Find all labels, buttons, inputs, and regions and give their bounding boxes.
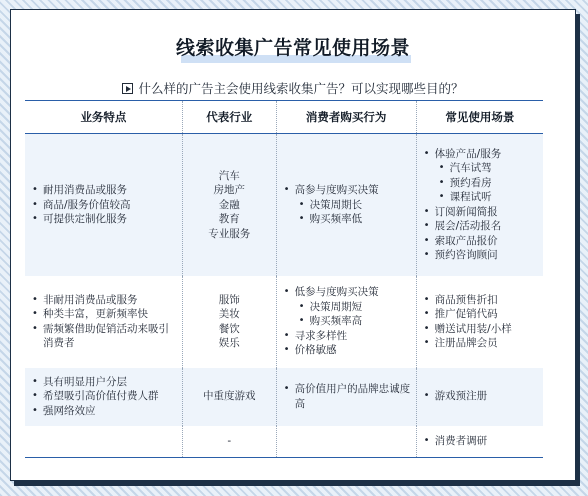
industry-item: 餐饮 — [218, 322, 240, 335]
sub-list-item: • 购买频率低 — [310, 212, 412, 227]
cell-features — [25, 276, 182, 368]
list-item: • 需频繁借助促销活动来吸引消费者 — [43, 322, 178, 351]
features-list — [29, 183, 178, 227]
list-item — [435, 293, 539, 308]
cell-industries — [182, 276, 276, 368]
list-item — [295, 343, 412, 358]
list-item — [435, 205, 539, 220]
question-line — [11, 79, 575, 97]
table-row — [25, 426, 543, 458]
list-item-text: 商品预售折扣 — [434, 293, 498, 306]
header-behavior: 消费者购买行为 — [276, 101, 416, 134]
sub-list-item: • 决策周期短 — [310, 300, 412, 315]
scenarios-list — [421, 434, 539, 449]
list-item-text: 索取产品报价 — [434, 234, 498, 247]
cell-features — [25, 368, 182, 426]
behavior-list — [281, 382, 412, 411]
list-item-text: 消费者调研 — [434, 435, 488, 447]
features-list — [29, 375, 178, 419]
list-item — [435, 234, 539, 249]
cell-behavior — [276, 426, 416, 458]
list-item: • 希望吸引高价值付费人群 — [43, 389, 178, 404]
cell-scenarios — [416, 134, 543, 276]
table-row — [25, 134, 543, 276]
industry-item: 中重度游戏 — [203, 390, 256, 403]
cell-features — [25, 426, 182, 458]
list-item-text: 价格敏感 — [294, 344, 337, 357]
industry-item: - — [227, 435, 232, 447]
industry-item: 专业服务 — [208, 227, 251, 240]
list-item-text: 高价值用户的品牌忠诚度高 — [294, 383, 411, 410]
list-item — [435, 389, 539, 404]
features-list — [29, 293, 178, 351]
list-item — [435, 322, 539, 337]
cell-features — [25, 134, 182, 276]
cell-scenarios — [416, 368, 543, 426]
list-item — [295, 285, 412, 329]
list-item-text: 游戏预注册 — [434, 390, 488, 403]
list-item: • 耐用消费品或服务 — [43, 183, 178, 198]
sub-list-item: • 决策周期长 — [310, 198, 412, 213]
list-item-text: 注册品牌会员 — [434, 337, 498, 349]
play-icon — [122, 83, 133, 94]
list-item: • 非耐用消费品或服务 — [43, 293, 178, 308]
table-header-row — [25, 101, 543, 134]
table-row — [25, 276, 543, 368]
industry-item: 教育 — [218, 213, 240, 225]
list-item-text: 推广促销代码 — [434, 308, 498, 320]
cell-industries — [182, 134, 276, 276]
list-item: • 可提供定制化服务 — [43, 212, 178, 227]
header-industries: 代表行业 — [182, 101, 276, 134]
page-title: 线索收集广告常见使用场景 — [175, 37, 410, 59]
cell-industries — [182, 426, 276, 458]
list-item — [435, 434, 539, 449]
scenarios-list — [421, 147, 539, 263]
list-item-text: 赠送试用装/小样 — [434, 322, 512, 335]
industry-item: 服饰 — [218, 293, 240, 306]
list-item — [295, 382, 412, 411]
industry-item: 汽车 — [218, 169, 240, 182]
industry-item: 金融 — [218, 198, 240, 211]
list-item-text: 寻求多样性 — [294, 329, 348, 342]
scenarios-list — [421, 389, 539, 404]
list-item: • 种类丰富，更新频率快 — [43, 307, 178, 322]
list-item-text: 预约咨询顾问 — [434, 249, 498, 262]
list-item — [435, 307, 539, 322]
sub-list-item: • 预约看房 — [450, 176, 539, 191]
cell-industries — [182, 368, 276, 426]
list-item — [435, 336, 539, 351]
sub-list — [295, 300, 412, 329]
list-item-text: 展会/活动报名 — [434, 220, 502, 233]
behavior-list — [281, 183, 412, 227]
cell-scenarios — [416, 426, 543, 458]
list-item-text: 订阅新闻简报 — [434, 205, 498, 218]
industry-item: 美妆 — [218, 308, 240, 320]
header-scenarios: 常见使用场景 — [416, 101, 543, 134]
list-item: • 具有明显用户分层 — [43, 375, 178, 390]
table-row — [25, 368, 543, 426]
scenarios-list — [421, 293, 539, 351]
list-item — [435, 248, 539, 263]
scenario-table — [25, 100, 543, 458]
list-item — [295, 329, 412, 344]
behavior-list — [281, 285, 412, 358]
cell-scenarios — [416, 276, 543, 368]
list-item-text: 体验产品/服务 — [434, 147, 502, 160]
list-item: • 商品/服务价值较高 — [43, 198, 178, 213]
sub-list-item: • 购买频率高 — [310, 314, 412, 329]
list-item — [435, 147, 539, 205]
cell-behavior — [276, 134, 416, 276]
sub-list-item: • 课程试听 — [450, 190, 539, 205]
list-item-text: 高参与度购买决策 — [294, 184, 379, 196]
sub-list — [435, 161, 539, 205]
industry-item: 娱乐 — [218, 337, 240, 349]
cell-behavior — [276, 368, 416, 426]
header-features: 业务特点 — [25, 101, 182, 134]
question-text: 什么样的广告主会使用线索收集广告？可以实现哪些目的？ — [138, 81, 464, 96]
cell-behavior — [276, 276, 416, 368]
sub-list-item: • 汽车试驾 — [450, 161, 539, 176]
list-item-text: 低参与度购买决策 — [294, 286, 379, 299]
sub-list — [295, 198, 412, 227]
industry-item: 房地产 — [213, 184, 245, 196]
list-item — [435, 219, 539, 234]
list-item — [295, 183, 412, 227]
list-item: • 强网络效应 — [43, 404, 178, 419]
